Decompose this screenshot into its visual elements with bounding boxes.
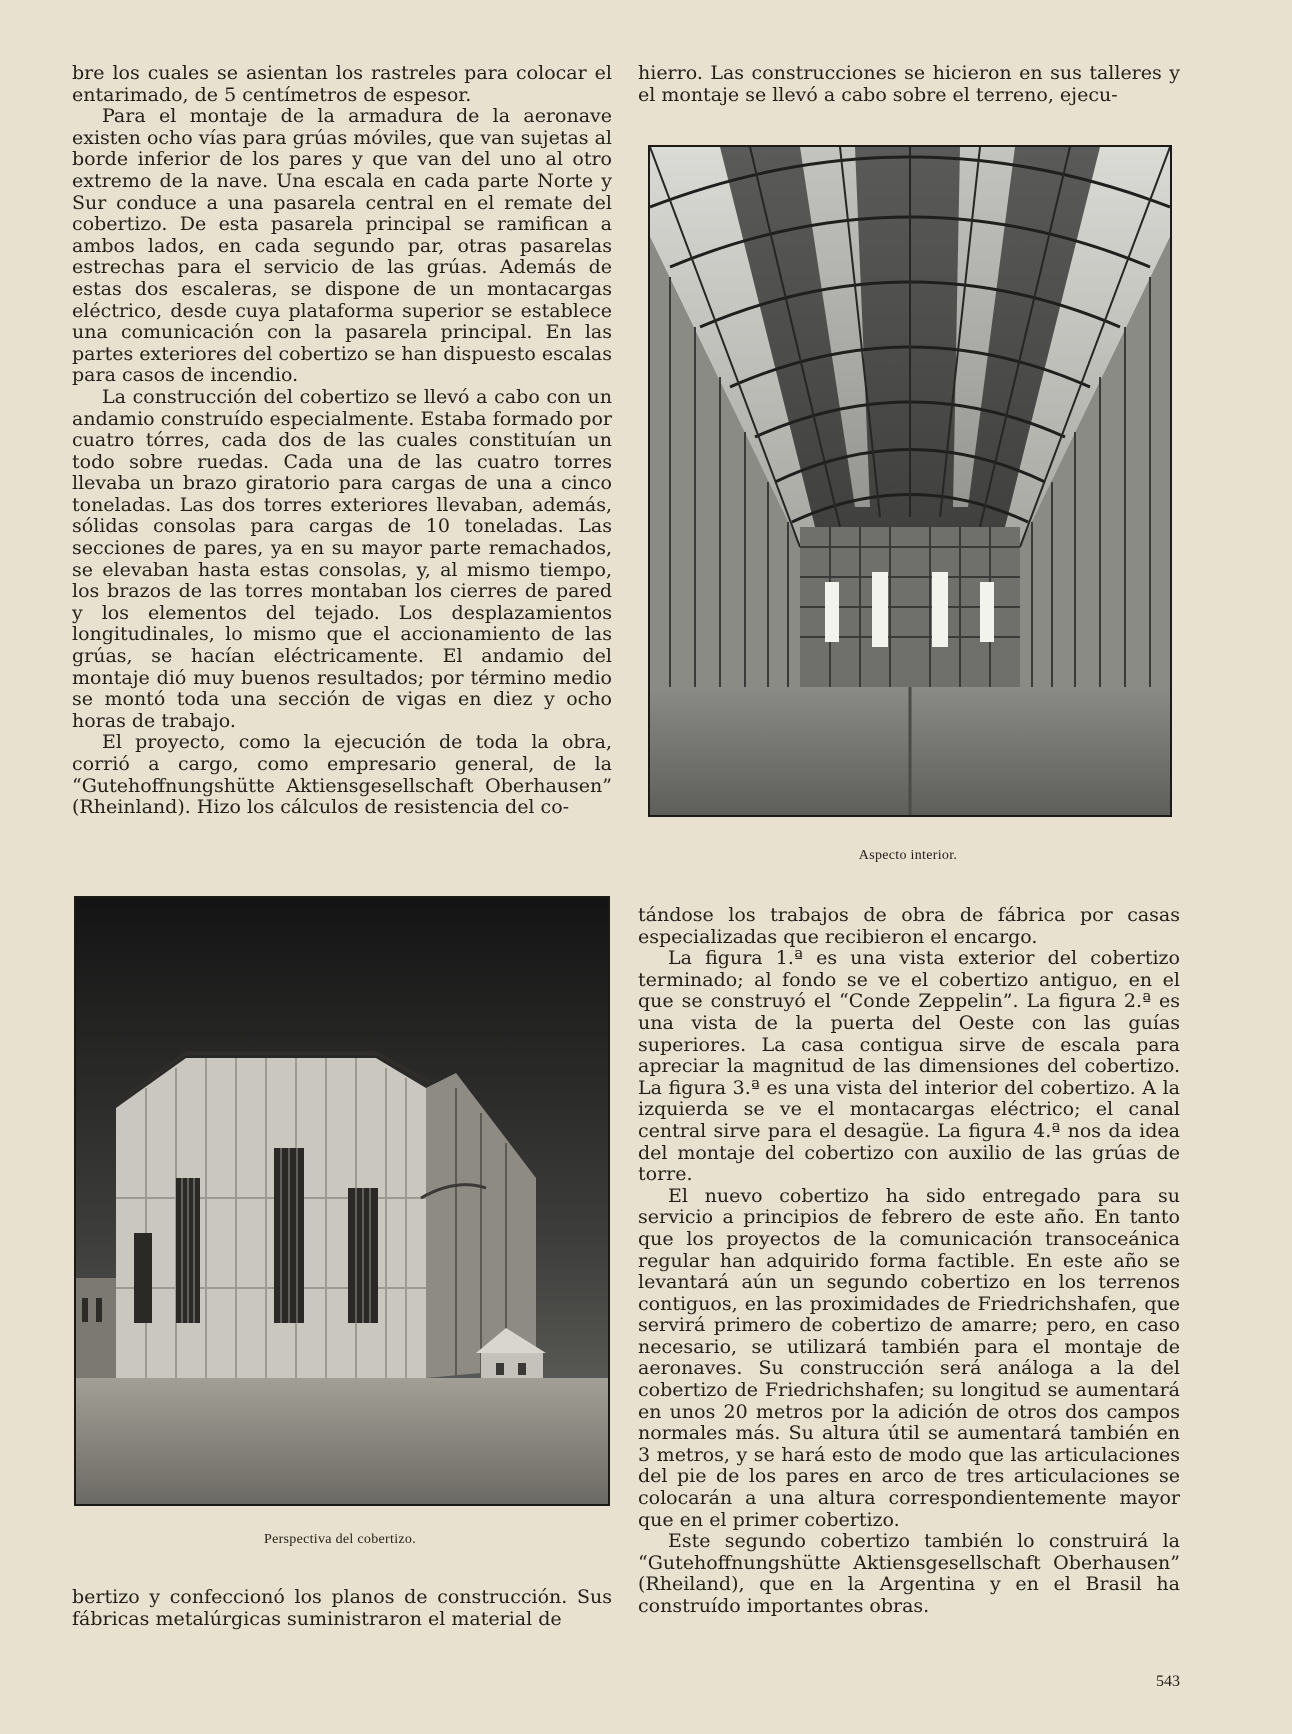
right-column-bottom-text	[638, 905, 1180, 1618]
exterior-photo-caption: Perspectiva del cobertizo.	[263, 1532, 417, 1547]
paragraph: El nuevo cobertizo ha sido entregado para su servicio a principios de febrero de este año. En tanto que los proyectos de la comunicación transoceánica regular han adquirido forma factible. En este año se levantará aún un segundo cobertizo en los terrenos contiguos, en las proximidades de Friedrichshafen, que servirá primero de cobertizo de amarre; pero, en caso necesario, se utilizará también para el montaje de aeronaves. Su construcción será análoga a la del cobertizo de Friedrichshafen; su longitud se aumentará en unos 20 metros por la adición de otros dos campos normales más. Su altura útil se aumentará también en 3 metros, y se hará esto de modo que las articulaciones del pie de los pares en arco de tres articulaciones se colocarán a una altura correspondientemente mayor que en el primer cobertizo.	[638, 1184, 1180, 1531]
left-column-bottom-text	[72, 1587, 612, 1630]
exterior-photo	[74, 896, 610, 1506]
paragraph: hierro. Las construcciones se hicieron en sus talleres y el montaje se llevó a cabo sobre el terreno, ejecu-	[638, 62, 1180, 106]
paragraph: La figura 1.ª es una vista exterior del cobertizo terminado; al fondo se ve el cobertizo antiguo, en el que se construyó el “Conde Zeppelin”. La figura 2.ª es una vista de la puerta del Oeste con las guías superiores. La casa contigua sirve de escala para apreciar la magnitud de las dimensiones del cobertizo. La figura 3.ª es una vista del interior del cobertizo. A la izquierda se ve el montacargas eléctrico; el canal central sirve para el desagüe. La figura 4.ª nos da idea del montaje del cobertizo con auxilio de las grúas de torre.	[638, 947, 1180, 1186]
paragraph: tándose los trabajos de obra de fábrica por casas especializadas que recibieron el encargo.	[638, 904, 1180, 948]
interior-photo-caption: Aspecto interior.	[858, 848, 958, 863]
hangar-exterior-illustration	[76, 898, 608, 1504]
interior-photo	[648, 145, 1172, 817]
paragraph: Este segundo cobertizo también lo construirá la “Gutehoffnungshütte Aktiensgesellschaft Oberhausen” (Rheiland), que en la Argentina y en el Brasil ha construído importantes obras.	[638, 1530, 1180, 1617]
paragraph: bre los cuales se asientan los rastreles para colocar el entarimado, de 5 centímetros de espesor.	[72, 62, 612, 106]
left-column-text	[72, 63, 612, 819]
page-number: 543	[1156, 1673, 1180, 1690]
hangar-interior-illustration	[650, 147, 1170, 815]
paragraph: El proyecto, como la ejecución de toda la obra, corrió a cargo, como empresario general, de la “Gutehoffnungshütte Aktiensgesellschaft Oberhausen” (Rheinland). Hizo los cálculos de resistencia del co-	[72, 731, 612, 819]
right-column-top-text	[638, 63, 1180, 106]
paragraph: Para el montaje de la armadura de la aeronave existen ocho vías para grúas móviles, que van sujetas al borde inferior de los pares y que van del uno al otro extremo de la nave. Una escala en cada parte Norte y Sur conduce a una pasarela central en el remate del cobertizo. De esta pasarela principal se ramifican a ambos lados, en cada segundo par, otras pasarelas estrechas para el servicio de las grúas. Además de estas dos escaleras, se dispone de un montacargas eléctrico, desde cuya plataforma superior se establece una comunicación con la pasarela principal. En las partes exteriores del cobertizo se han dispuesto escalas para casos de incendio.	[72, 105, 612, 387]
paragraph: La construcción del cobertizo se llevó a cabo con un andamio construído especialmente. Estaba formado por cuatro tórres, cada dos de las cuales constituían un todo sobre ruedas. Cada una de las cuatro torres llevaba un brazo giratorio para cargas de una a cinco toneladas. Las dos torres exteriores llevaban, además, sólidas consolas para cargas de 10 toneladas. Las secciones de pares, ya en su mayor parte remachados, se elevaban hasta estas consolas, y, al mismo tiempo, los brazos de las torres montaban los cierres de pared y los elementos del tejado. Los desplazamientos longitudinales, lo mismo que el accionamiento de las grúas, se hacían eléctricamente. El andamio del montaje dió muy buenos resultados; por término medio se montó toda una sección de vigas en diez y ocho horas de trabajo.	[72, 385, 612, 732]
paragraph: bertizo y confeccionó los planos de construcción. Sus fábricas metalúrgicas suministraron el material de	[72, 1586, 612, 1630]
